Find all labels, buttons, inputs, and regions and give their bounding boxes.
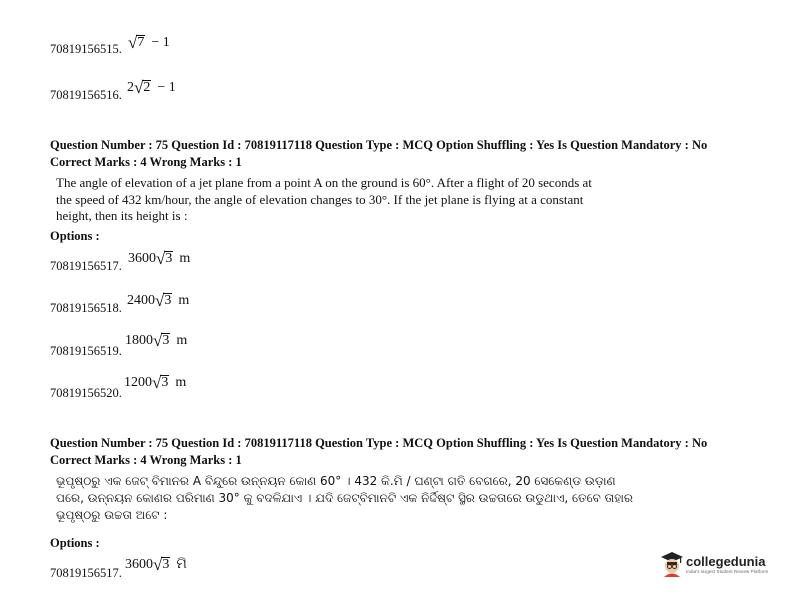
sqrt-symbol: √ 3 — [155, 291, 172, 310]
question-text: The angle of elevation of a jet plane from a point A on the ground is 60°. After a flight of 20 seconds at the speed of 432 km/hour, the angle of elevation changes to 30°. If the jet plane is flying at a constant height, then its height is : — [56, 175, 592, 223]
option-id: 70819156520. — [50, 386, 122, 400]
question-header — [50, 435, 707, 469]
option-coefficient: 2 — [127, 80, 134, 95]
option-row[interactable] — [50, 301, 122, 316]
option-row[interactable] — [50, 566, 122, 581]
option-value — [127, 79, 176, 96]
option-value[interactable] — [125, 332, 187, 349]
option-id: 70819156515. — [50, 42, 122, 56]
option-radicand: 3 — [161, 375, 169, 391]
question-meta: Question Number : 75 Question Id : 70819117118 Question Type : MCQ Option Shuffling : Yes Is Question Mandatory : No — [50, 436, 708, 450]
option-coefficient: 1200 — [124, 375, 152, 390]
option-unit: m — [178, 293, 190, 308]
option-unit: ମି — [176, 557, 187, 572]
question-header — [50, 137, 707, 171]
option-row[interactable] — [50, 344, 122, 359]
option-radicand: 3 — [165, 251, 173, 267]
option-suffix: − 1 — [157, 80, 176, 95]
option-unit: m — [179, 251, 191, 266]
sqrt-symbol: √ 3 — [153, 331, 170, 350]
question-meta: Question Number : 75 Question Id : 70819117118 Question Type : MCQ Option Shuffling : Yes Is Question Mandatory : No — [50, 138, 708, 152]
option-coefficient: 3600 — [125, 557, 153, 572]
option-row — [50, 42, 122, 57]
options-label: Options : — [50, 536, 100, 550]
option-radicand: 2 — [143, 80, 151, 96]
option-coefficient: 2400 — [127, 293, 155, 308]
marks-meta: Correct Marks : 4 Wrong Marks : 1 — [50, 155, 242, 169]
option-suffix: − 1 — [151, 35, 170, 50]
option-unit: m — [175, 375, 187, 390]
sqrt-symbol: √ 2 — [134, 78, 151, 97]
option-unit: m — [176, 333, 188, 348]
option-value[interactable] — [125, 556, 187, 573]
option-row[interactable] — [50, 259, 122, 274]
sqrt-symbol: √ 7 — [128, 33, 145, 52]
option-value[interactable] — [128, 250, 190, 267]
options-label: Options : — [50, 229, 100, 243]
option-id: 70819156517. — [50, 566, 122, 580]
option-row[interactable] — [50, 386, 122, 401]
option-coefficient: 1800 — [125, 333, 153, 348]
option-value[interactable] — [127, 292, 189, 309]
option-radicand: 3 — [164, 293, 172, 309]
option-id: 70819156517. — [50, 259, 122, 273]
question-text: ଭୂପୃଷ୍ଠରୁ ଏକ ଜେଟ୍ ବିମାନର A ବିନ୍ଦୁରେ ଉନ୍ନୟନ କୋଣ 60° । 432 କି.ମି / ଘଣ୍ଟା ଗତି ବେଗରେ, 20 ସେକେଣ୍ଡ ଉଡ଼ାଣ ପରେ, ଉନ୍ନୟନ କୋଣର ପରିମାଣ 30° କୁ ବଦଳିଯାଏ । ଯଦି ଜେଟ୍‌ବିମାନଟି ଏକ ନିର୍ଦ୍ଦିଷ୍ଟ ସ୍ଥିର ଉଚ୍ଚତାରେ ଉଡୁଥାଏ, ତେବେ ତାହାର ଭୂପୃଷ୍ଠରୁ ଉଚ୍ଚତା ଅଟେ : — [56, 474, 633, 522]
option-id: 70819156516. — [50, 88, 122, 102]
option-radicand: 3 — [162, 333, 170, 349]
option-row — [50, 88, 122, 103]
option-coefficient: 3600 — [128, 251, 156, 266]
collegedunia-logo — [660, 551, 768, 577]
option-radicand: 7 — [137, 35, 145, 51]
option-id: 70819156518. — [50, 301, 122, 315]
logo-tagline: India's largest Student Review Platform — [686, 568, 769, 574]
option-id: 70819156519. — [50, 344, 122, 358]
option-radicand: 3 — [162, 557, 170, 573]
sqrt-symbol: √ 3 — [156, 249, 173, 268]
option-value[interactable] — [124, 374, 186, 391]
sqrt-symbol: √ 3 — [152, 373, 169, 392]
logo-name: collegedunia — [686, 553, 766, 569]
sqrt-symbol: √ 3 — [153, 555, 170, 574]
graduate-icon — [660, 551, 684, 577]
marks-meta: Correct Marks : 4 Wrong Marks : 1 — [50, 453, 242, 467]
option-value — [128, 34, 170, 51]
